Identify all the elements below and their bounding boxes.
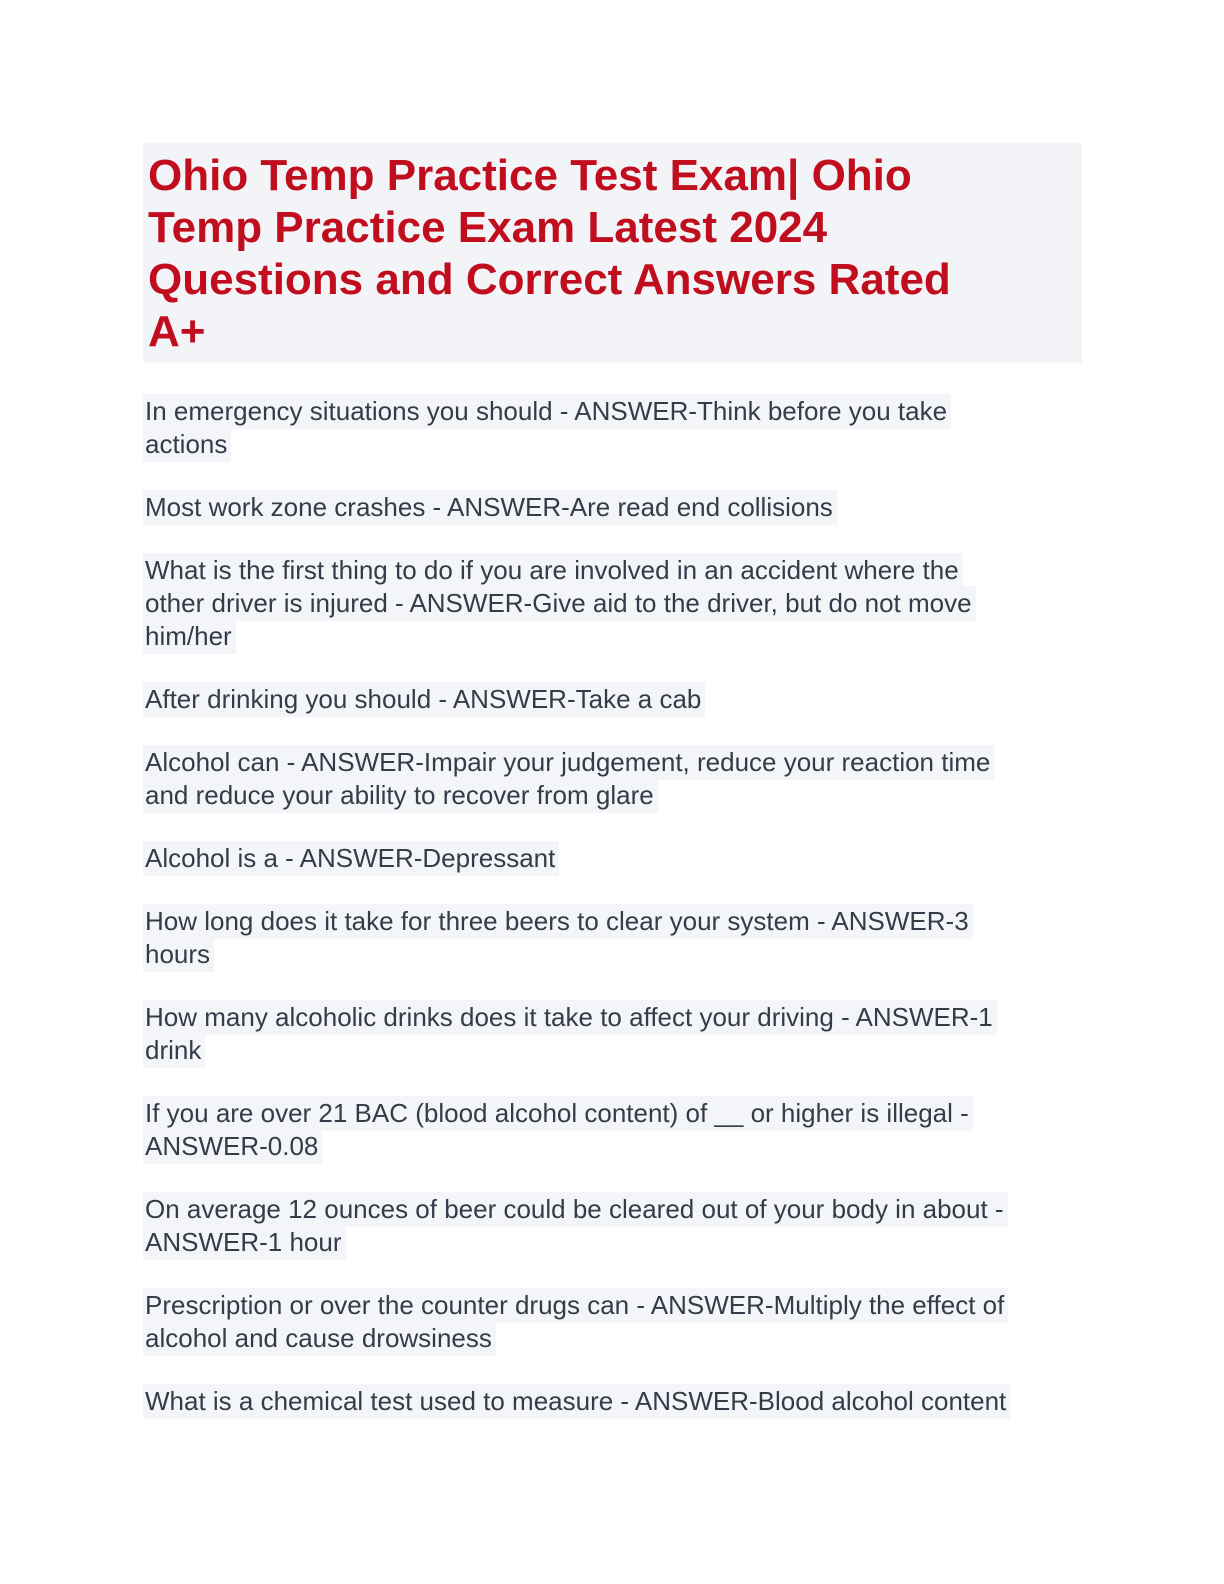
qa-line: alcohol and cause drowsiness: [143, 1321, 496, 1356]
qa-line: ANSWER-1 hour: [143, 1225, 346, 1260]
qa-line: What is a chemical test used to measure - ANSWER-Blood alcohol content: [143, 1384, 1010, 1419]
qa-line: Alcohol can - ANSWER-Impair your judgement, reduce your reaction time: [143, 745, 994, 780]
document-title-line: Ohio Temp Practice Test Exam| Ohio: [148, 151, 912, 200]
qa-line: What is the first thing to do if you are involved in an accident where the: [143, 553, 963, 588]
qa-paragraph: [143, 683, 1082, 716]
qa-line: ANSWER-0.08: [143, 1129, 322, 1164]
qa-paragraph: [143, 1097, 1082, 1163]
qa-paragraph: [143, 1001, 1082, 1067]
qa-line: other driver is injured - ANSWER-Give aid to the driver, but do not move: [143, 586, 976, 621]
qa-paragraph: [143, 746, 1082, 812]
qa-paragraph: [143, 491, 1082, 524]
qa-line: Alcohol is a - ANSWER-Depressant: [143, 841, 559, 876]
qa-list: [143, 395, 1082, 1418]
qa-paragraph: [143, 395, 1082, 461]
document-title-line: A+: [148, 307, 206, 356]
qa-line: Prescription or over the counter drugs can - ANSWER-Multiply the effect of: [143, 1288, 1008, 1323]
document-title-block: [143, 143, 1082, 363]
qa-line: If you are over 21 BAC (blood alcohol content) of __ or higher is illegal -: [143, 1096, 973, 1131]
qa-line: drink: [143, 1033, 205, 1068]
qa-paragraph: [143, 1289, 1082, 1355]
qa-paragraph: [143, 1193, 1082, 1259]
qa-paragraph: [143, 842, 1082, 875]
document-content: [143, 143, 1082, 1418]
qa-line: In emergency situations you should - ANSWER-Think before you take: [143, 394, 951, 429]
qa-line: After drinking you should - ANSWER-Take a cab: [143, 682, 705, 717]
document-title-line: Temp Practice Exam Latest 2024: [148, 203, 828, 252]
qa-line: him/her: [143, 619, 236, 654]
document-title-line: Questions and Correct Answers Rated: [148, 255, 951, 304]
qa-line: How many alcoholic drinks does it take to affect your driving - ANSWER-1: [143, 1000, 997, 1035]
qa-line: and reduce your ability to recover from glare: [143, 778, 658, 813]
qa-line: On average 12 ounces of beer could be cleared out of your body in about -: [143, 1192, 1008, 1227]
qa-line: How long does it take for three beers to clear your system - ANSWER-3: [143, 904, 973, 939]
qa-paragraph: [143, 1385, 1082, 1418]
qa-line: hours: [143, 937, 214, 972]
qa-paragraph: [143, 905, 1082, 971]
qa-line: actions: [143, 427, 231, 462]
document-title: [148, 150, 1076, 358]
qa-paragraph: [143, 554, 1082, 653]
qa-line: Most work zone crashes - ANSWER-Are read end collisions: [143, 490, 837, 525]
